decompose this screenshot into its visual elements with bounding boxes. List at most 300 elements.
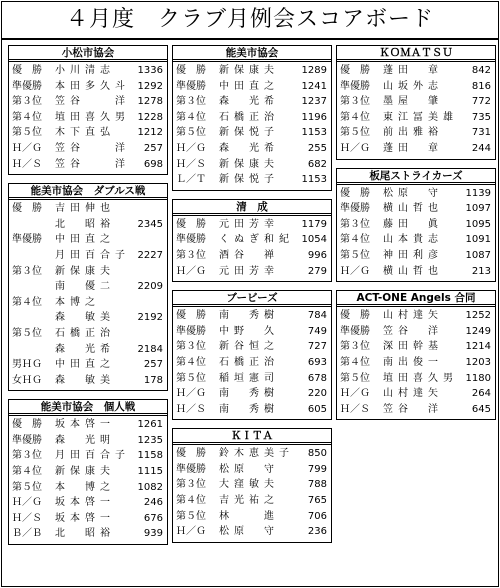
player-name: 木下直弘 — [55, 127, 115, 139]
score-value: 246 — [143, 497, 163, 509]
result-row — [9, 295, 167, 311]
score-value: 816 — [471, 80, 491, 92]
result-row — [9, 217, 167, 233]
player-name: 山村達矢 — [383, 310, 443, 322]
club-score-box — [172, 290, 332, 420]
score-value: 749 — [307, 325, 327, 337]
rank-label: Ｈ／Ｇ — [176, 142, 206, 154]
player-name: 石橋正治 — [55, 327, 115, 339]
result-row — [9, 417, 167, 433]
player-name: 森 敏美 — [55, 374, 115, 386]
player-name: 笠谷 洋 — [55, 96, 130, 108]
result-row — [173, 339, 331, 355]
rank-label: 第４位 — [340, 111, 370, 123]
rank-label: Ｈ／Ｓ — [340, 403, 370, 415]
score-value: 1292 — [137, 80, 163, 92]
player-name: 笠谷 洋 — [383, 403, 443, 415]
rank-label: Ｈ／Ｇ — [176, 265, 206, 277]
result-row — [9, 480, 167, 496]
player-name: 新保康夫 — [55, 265, 115, 277]
result-row — [337, 324, 495, 340]
score-value: 772 — [471, 96, 491, 108]
player-name: 本 博之 — [55, 481, 115, 493]
player-name: 新保康夫 — [219, 65, 279, 76]
score-value: 1095 — [465, 218, 491, 230]
player-name: 山本貴志 — [383, 234, 443, 246]
result-list — [9, 62, 167, 174]
result-row — [9, 433, 167, 449]
rank-label: 第３位 — [176, 479, 206, 491]
player-name: 鈴木恵美子 — [219, 448, 294, 460]
result-list — [173, 62, 331, 190]
player-name: 稲垣憲司 — [219, 372, 279, 384]
result-row — [337, 386, 495, 402]
score-value: 1235 — [137, 434, 163, 446]
rank-label: Ｈ／Ｓ — [12, 512, 42, 524]
rank-label: 第５位 — [176, 510, 206, 522]
score-value: 1179 — [301, 218, 327, 230]
player-name: 坂本啓一 — [55, 497, 115, 509]
player-name: 坂本啓一 — [55, 419, 115, 431]
rank-label: 第４位 — [176, 356, 206, 368]
score-value: 1153 — [301, 127, 327, 139]
score-value: 735 — [471, 111, 491, 123]
player-name: 蓬田 章 — [383, 65, 443, 76]
player-name: 森 光希 — [55, 343, 115, 355]
result-row — [173, 157, 331, 173]
club-name-heading: 能美市協会 — [173, 46, 331, 62]
rank-label: 準優勝 — [340, 203, 370, 215]
result-row — [337, 371, 495, 387]
club-score-box — [8, 399, 168, 545]
rank-label: 優 勝 — [12, 203, 42, 215]
result-list — [337, 185, 495, 282]
player-name: 埴田喜久男 — [55, 111, 130, 123]
rank-label: 第４位 — [176, 111, 206, 123]
rank-label: 第５位 — [340, 127, 370, 139]
rank-label: 第３位 — [176, 249, 206, 261]
rank-label: 第５位 — [12, 481, 42, 493]
rank-label: 第３位 — [176, 341, 206, 353]
player-name: 石橋正治 — [219, 356, 279, 368]
result-row — [173, 386, 331, 402]
rank-label: 優 勝 — [340, 65, 370, 76]
player-name: 酒谷 禅 — [219, 249, 279, 261]
club-score-box — [336, 168, 496, 283]
rank-label: 第５位 — [12, 127, 42, 139]
rank-label: 優 勝 — [340, 187, 370, 199]
score-value: 727 — [307, 341, 327, 353]
result-row — [9, 464, 167, 480]
rank-label: 第５位 — [340, 249, 370, 261]
result-row — [173, 308, 331, 324]
club-name-heading: ブービーズ — [173, 291, 331, 307]
score-value: 850 — [307, 448, 327, 460]
rank-label: 第５位 — [176, 127, 206, 139]
rank-label: 準優勝 — [176, 234, 206, 246]
rank-label: 第４位 — [12, 296, 42, 308]
score-value: 706 — [307, 510, 327, 522]
club-score-box — [172, 45, 332, 191]
rank-label: 第４位 — [12, 111, 42, 123]
player-name: 山村達矢 — [383, 388, 443, 400]
result-row — [337, 63, 495, 79]
result-row — [9, 495, 167, 511]
score-value: 605 — [307, 403, 327, 415]
score-value: 1237 — [301, 96, 327, 108]
score-value: 996 — [307, 249, 327, 261]
player-name: 月田百合子 — [55, 450, 130, 462]
rank-label: 第４位 — [340, 234, 370, 246]
rank-label: 準優勝 — [12, 80, 42, 92]
player-name: 松原 守 — [383, 187, 443, 199]
player-name: 南 秀樹 — [219, 403, 279, 415]
player-name: 埴田喜久男 — [383, 372, 458, 384]
result-row — [9, 141, 167, 157]
club-name-heading: 能美市協会 ダブルス戦 — [9, 184, 167, 200]
result-row — [173, 493, 331, 509]
result-row — [337, 110, 495, 126]
player-name: 南 秀樹 — [219, 388, 279, 400]
player-name: 月田百合子 — [55, 249, 130, 261]
score-value: 1082 — [137, 481, 163, 493]
rank-label: 第４位 — [340, 356, 370, 368]
result-row — [9, 310, 167, 326]
result-row — [173, 402, 331, 418]
result-row — [337, 355, 495, 371]
player-name: 森 敏美 — [55, 312, 115, 324]
player-name: 元田芳幸 — [219, 265, 279, 277]
player-name: 北 昭裕 — [55, 528, 115, 540]
result-row — [9, 201, 167, 217]
score-value: 2192 — [137, 312, 163, 324]
rank-label: 優 勝 — [340, 310, 370, 322]
player-name: くぬぎ和紀 — [219, 234, 294, 246]
score-value: 2227 — [137, 249, 163, 261]
rank-label: 優 勝 — [176, 218, 206, 230]
score-value: 1249 — [465, 325, 491, 337]
player-name: 深田幹基 — [383, 341, 443, 353]
result-row — [173, 125, 331, 141]
score-value: 279 — [307, 265, 327, 277]
player-name: 元田芳幸 — [219, 218, 279, 230]
result-row — [9, 526, 167, 542]
result-row — [9, 373, 167, 389]
player-name: 新保康夫 — [55, 466, 115, 478]
score-value: 1180 — [465, 372, 491, 384]
rank-label: Ｈ／Ｇ — [176, 388, 206, 400]
result-list — [173, 445, 331, 542]
score-value: 1336 — [137, 65, 163, 76]
player-name: 松原 守 — [219, 463, 279, 475]
result-list — [9, 200, 167, 390]
result-row — [173, 324, 331, 340]
result-row — [337, 232, 495, 248]
result-row — [337, 264, 495, 280]
score-value: 1241 — [301, 80, 327, 92]
club-score-box — [8, 45, 168, 175]
result-row — [337, 339, 495, 355]
rank-label: 優 勝 — [176, 310, 206, 322]
player-name: 中野 久 — [219, 325, 279, 337]
result-list — [173, 216, 331, 281]
score-value: 257 — [143, 142, 163, 154]
column-left — [8, 45, 168, 553]
result-row — [173, 232, 331, 248]
result-row — [337, 141, 495, 157]
player-name: 新保康夫 — [219, 158, 279, 170]
result-row — [173, 248, 331, 264]
rank-label: 準優勝 — [176, 325, 206, 337]
score-value: 788 — [307, 479, 327, 491]
club-name-heading: 小松市協会 — [9, 46, 167, 62]
score-value: 1158 — [137, 450, 163, 462]
score-value: 676 — [143, 512, 163, 524]
score-value: 682 — [307, 158, 327, 170]
result-row — [173, 446, 331, 462]
club-name-heading: ACT-ONE Angels 合同 — [337, 291, 495, 307]
result-row — [173, 462, 331, 478]
club-name-heading: ＫＩＴＡ — [173, 429, 331, 445]
score-value: 693 — [307, 356, 327, 368]
rank-label: 優 勝 — [12, 65, 42, 76]
player-name: 北 昭裕 — [55, 218, 115, 230]
club-name-heading: 清 成 — [173, 200, 331, 216]
rank-label: 準優勝 — [176, 80, 206, 92]
player-name: 坂本啓一 — [55, 512, 115, 524]
rank-label: Ｈ／Ｓ — [12, 158, 42, 170]
rank-label: 第３位 — [176, 96, 206, 108]
rank-label: 第３位 — [340, 341, 370, 353]
result-row — [9, 125, 167, 141]
rank-label: Ｈ／Ｇ — [12, 497, 42, 509]
score-value: 1228 — [137, 111, 163, 123]
result-row — [337, 186, 495, 202]
rank-label: Ｈ／Ｇ — [176, 526, 206, 538]
result-row — [337, 79, 495, 95]
player-name: 中田直之 — [219, 80, 279, 92]
result-row — [173, 63, 331, 79]
result-row — [173, 509, 331, 525]
club-score-box — [172, 428, 332, 543]
score-value: 1261 — [137, 419, 163, 431]
player-name: 吉光祐之 — [219, 495, 279, 507]
club-score-box — [172, 199, 332, 282]
player-name: 森 光希 — [219, 142, 279, 154]
result-row — [337, 308, 495, 324]
player-name: 横山哲也 — [383, 265, 443, 277]
score-value: 1097 — [465, 203, 491, 215]
club-score-box — [336, 290, 496, 420]
player-name: 神田利彦 — [383, 249, 443, 261]
score-value: 1091 — [465, 234, 491, 246]
club-score-box — [336, 45, 496, 160]
score-value: 842 — [471, 65, 491, 76]
result-list — [337, 62, 495, 159]
score-value: 1153 — [301, 174, 327, 186]
score-value: 1289 — [301, 65, 327, 76]
player-name: 中田直之 — [55, 234, 115, 246]
result-list — [173, 307, 331, 419]
result-row — [173, 110, 331, 126]
result-row — [9, 79, 167, 95]
player-name: 松原 守 — [219, 526, 279, 538]
club-name-heading: ＫＯＭＡＴＳＵ — [337, 46, 495, 62]
rank-label: 第３位 — [340, 96, 370, 108]
rank-label: 優 勝 — [176, 448, 206, 460]
player-name: 林 進 — [219, 510, 279, 522]
result-row — [173, 264, 331, 280]
result-row — [9, 110, 167, 126]
score-value: 2209 — [137, 281, 163, 293]
rank-label: Ｈ／Ｇ — [340, 388, 370, 400]
rank-label: 準優勝 — [340, 325, 370, 337]
result-row — [173, 79, 331, 95]
result-row — [173, 477, 331, 493]
rank-label: 第４位 — [12, 466, 42, 478]
result-row — [173, 172, 331, 188]
player-name: 南 優二 — [55, 281, 115, 293]
player-name: 藤田 眞 — [383, 218, 443, 230]
score-value: 799 — [307, 463, 327, 475]
rank-label: 準優勝 — [340, 80, 370, 92]
rank-label: Ｌ／Ｔ — [176, 174, 206, 186]
score-value: 257 — [143, 359, 163, 371]
player-name: 前出雅裕 — [383, 127, 443, 139]
rank-label: 第４位 — [176, 495, 206, 507]
result-row — [173, 217, 331, 233]
result-row — [9, 279, 167, 295]
rank-label: Ｈ／Ｓ — [176, 403, 206, 415]
player-name: 笠谷 洋 — [383, 325, 443, 337]
rank-label: Ｈ／Ｇ — [340, 265, 370, 277]
result-list — [9, 416, 167, 544]
player-name: 南出俊一 — [383, 356, 443, 368]
result-row — [337, 248, 495, 264]
score-value: 1196 — [301, 111, 327, 123]
player-name: 大窪敏夫 — [219, 479, 279, 491]
score-value: 1278 — [137, 96, 163, 108]
player-name: 南 秀樹 — [219, 310, 279, 322]
rank-label: Ｂ／Ｂ — [12, 528, 42, 540]
result-row — [9, 232, 167, 248]
score-value: 939 — [143, 528, 163, 540]
rank-label: 準優勝 — [12, 234, 42, 246]
result-row — [173, 355, 331, 371]
result-row — [337, 217, 495, 233]
score-value: 784 — [307, 310, 327, 322]
player-name: 森 光明 — [55, 434, 115, 446]
rank-label: 準優勝 — [176, 463, 206, 475]
rank-label: 優 勝 — [12, 419, 42, 431]
player-name: 東江冨美雄 — [383, 111, 458, 123]
score-value: 678 — [307, 372, 327, 384]
result-row — [9, 357, 167, 373]
score-value: 1115 — [137, 466, 163, 478]
score-value: 731 — [471, 127, 491, 139]
player-name: 中田直之 — [55, 359, 115, 371]
score-value: 698 — [143, 158, 163, 170]
result-row — [9, 264, 167, 280]
rank-label: 第５位 — [176, 372, 206, 384]
result-row — [9, 94, 167, 110]
score-value: 2184 — [137, 343, 163, 355]
result-row — [173, 141, 331, 157]
result-row — [337, 402, 495, 418]
result-row — [9, 326, 167, 342]
player-name: 小川清志 — [55, 65, 115, 76]
score-value: 178 — [143, 374, 163, 386]
rank-label: 準優勝 — [12, 434, 42, 446]
result-row — [9, 248, 167, 264]
result-row — [337, 201, 495, 217]
club-score-box — [8, 183, 168, 391]
club-name-heading: 能美市協会 個人戦 — [9, 400, 167, 416]
rank-label: 第３位 — [12, 450, 42, 462]
rank-label: 第３位 — [12, 265, 42, 277]
result-row — [9, 511, 167, 527]
player-name: 新谷恒之 — [219, 341, 279, 353]
score-value: 765 — [307, 495, 327, 507]
score-value: 244 — [471, 142, 491, 154]
result-row — [173, 524, 331, 540]
rank-label: Ｈ／Ｇ — [340, 142, 370, 154]
player-name: 新保悦子 — [219, 174, 279, 186]
score-value: 264 — [471, 388, 491, 400]
rank-label: 男ＨＧ — [12, 359, 42, 371]
column-right — [336, 45, 496, 428]
page-title: ４月度 クラブ月例会スコアボード — [1, 1, 499, 40]
column-center — [172, 45, 332, 551]
rank-label: 第５位 — [12, 327, 42, 339]
score-value: 645 — [471, 403, 491, 415]
player-name: 吉田伸也 — [55, 203, 115, 215]
rank-label: 女ＨＧ — [12, 374, 42, 386]
player-name: 笠谷 洋 — [55, 142, 130, 154]
score-value: 1252 — [465, 310, 491, 322]
score-value: 1054 — [301, 234, 327, 246]
result-row — [9, 63, 167, 79]
player-name: 笠谷 洋 — [55, 158, 130, 170]
player-name: 山坂外志 — [383, 80, 443, 92]
score-value: 220 — [307, 388, 327, 400]
rank-label: 第３位 — [12, 96, 42, 108]
result-list — [337, 307, 495, 419]
club-name-heading: 板尾ストライカーズ — [337, 169, 495, 185]
score-value: 1203 — [465, 356, 491, 368]
rank-label: 優 勝 — [176, 65, 206, 76]
result-row — [173, 371, 331, 387]
player-name: 本博之 — [55, 296, 100, 308]
player-name: 森 光希 — [219, 96, 279, 108]
rank-label: 第５位 — [340, 372, 370, 384]
result-row — [173, 94, 331, 110]
score-value: 213 — [471, 265, 491, 277]
rank-label: Ｈ／Ｓ — [176, 158, 206, 170]
result-row — [9, 448, 167, 464]
score-value: 1087 — [465, 249, 491, 261]
rank-label: Ｈ／Ｇ — [12, 142, 42, 154]
rank-label: 第３位 — [340, 218, 370, 230]
score-value: 1139 — [465, 187, 491, 199]
score-value: 1214 — [465, 341, 491, 353]
player-name: 石橋正治 — [219, 111, 279, 123]
score-value: 2345 — [137, 218, 163, 230]
player-name: 横山哲也 — [383, 203, 443, 215]
result-row — [9, 342, 167, 358]
player-name: 蓬田 章 — [383, 142, 443, 154]
result-row — [9, 157, 167, 173]
